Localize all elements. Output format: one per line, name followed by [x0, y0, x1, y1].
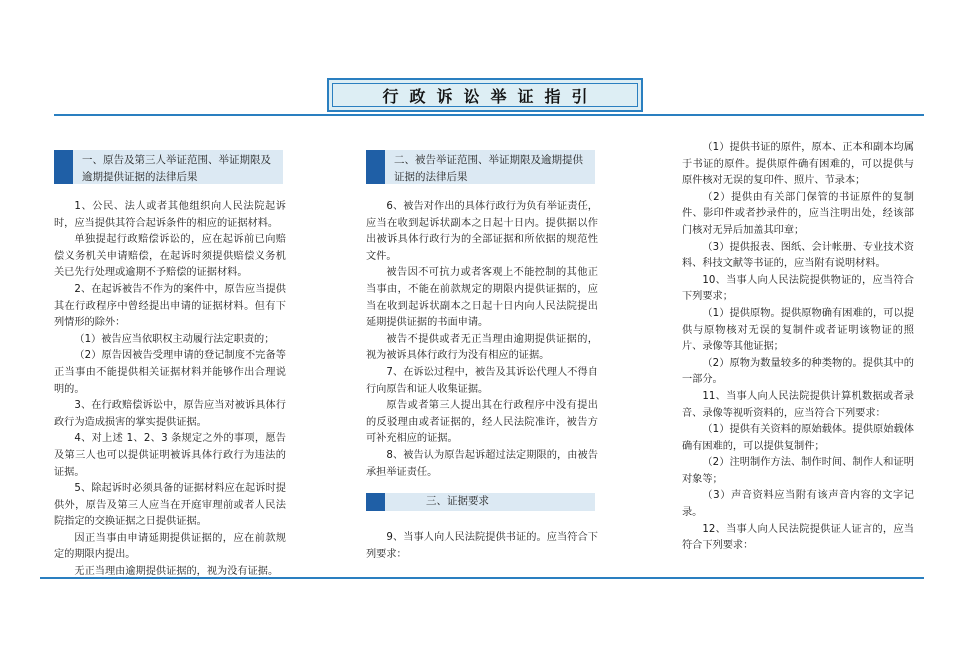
paragraph: （2）提供由有关部门保管的书证原件的复制件、影印件或者抄录件的，应当注明出处，经该部门核对无异后加盖其印章；	[682, 191, 914, 236]
section-header-1	[54, 150, 283, 184]
section-header-3	[366, 493, 595, 511]
paragraph: 6、被告对作出的具体行政行为负有举证责任，应当在收到起诉状副本之日起十日内。提供据以作出被诉具体行政行为的全部证据和所依据的规范性文件。	[366, 201, 598, 262]
paragraph: 因正当事由申请延期提供证据的，应在前款规定的期限内提出。	[54, 532, 286, 561]
column-3	[682, 140, 914, 555]
section-header-2	[366, 150, 595, 184]
paragraph: （1）提供书证的原件，原本、正本和副本均属于书证的原件。提供原件确有困难的，可以提供与原件核对无误的复印件、照片、节录本；	[682, 142, 914, 187]
paragraph: （1）提供原物。提供原物确有困难的，可以提供与原物核对无误的复制件或者证明该物证的照片、录像等其他证据；	[682, 307, 914, 353]
section-header-text: 二、被告举证范围、举证期限及逾期提供证据的法律后果	[394, 154, 583, 183]
section-header-bar	[54, 150, 73, 184]
paragraph: （3）声音资料应当附有该声音内容的文字记录。	[682, 490, 914, 519]
paragraph: 8、被告认为原告起诉超过法定期限的，由被告承担举证责任。	[366, 449, 598, 478]
page-title-box	[327, 78, 643, 112]
paragraph: 2、在起诉被告不作为的案件中，原告应当提供其在行政程序中曾经提出申请的证据材料。但有下列情形的除外：	[54, 283, 286, 329]
page-title: 行政诉讼举证指引	[382, 86, 599, 106]
section-header-text: 一、原告及第三人举证范围、举证期限及逾期提供证据的法律后果	[82, 154, 271, 183]
column-2-upper	[366, 199, 598, 481]
paragraph: （2）原物为数量较多的种类物的。提供其中的一部分。	[682, 357, 914, 386]
paragraph: 被告不提供或者无正当理由逾期提供证据的，视为被诉具体行政行为没有相应的证据。	[366, 333, 598, 362]
paragraph: （1）提供有关资料的原始载体。提供原始载体确有困难的，可以提供复制件；	[682, 424, 914, 452]
paragraph: 5、除起诉时必须具备的证据材料应在起诉时提供外，原告及第三人应当在开庭审理前或者人民法院指定的交换证据之日提供证据。	[54, 483, 286, 528]
paragraph: 1、公民、法人或者其他组织向人民法院起诉时，应当提供其符合起诉条件的相应的证据材料。	[54, 201, 286, 229]
section-header-bar	[366, 150, 385, 184]
paragraph: （3）提供报表、图纸、会计帐册、专业技术资料、科技文献等书证的，应当附有说明材料。	[682, 241, 914, 270]
paragraph: 单独提起行政赔偿诉讼的，应在起诉前已向赔偿义务机关申请赔偿，在起诉时须提供赔偿义务机关已先行处理或逾期不予赔偿的证据材料。	[54, 234, 286, 279]
paragraph: （1）被告应当依职权主动履行法定职责的；	[74, 333, 275, 345]
paragraph: 原告或者第三人提出其在行政程序中没有提出的反驳理由或者证据的，经人民法院准许，被告方可补充相应的证据。	[366, 400, 598, 445]
section-header-text: 三、证据要求	[426, 495, 489, 507]
column-1	[54, 199, 286, 581]
paragraph: 4、对上述 1、2、3 条规定之外的事项，愿告及第三人也可以提供证明被诉具体行政行为违法的证据。	[54, 433, 286, 478]
paragraph: 7、在诉讼过程中，被告及其诉讼代理人不得自行向原告和证人收集证据。	[366, 366, 598, 395]
top-divider	[54, 114, 924, 116]
paragraph: 无正当理由逾期提供证据的，视为没有证据。	[74, 566, 279, 578]
paragraph: 被告因不可抗力或者客观上不能控制的其他正当事由，不能在前款规定的期限内提供证据的，应当在收到起诉状副本之日起十日内向人民法院提出延期提供证据的书面申请。	[366, 267, 598, 329]
bottom-divider	[40, 577, 924, 579]
paragraph: 10、当事人向人民法院提供物证的，应当符合下列要求；	[682, 274, 914, 303]
paragraph: 9、当事人向人民法院提供书证的。应当符合下列要求：	[366, 532, 598, 560]
column-2-lower	[366, 530, 598, 563]
paragraph: 11、当事人向人民法院提供计算机数据或者录音、录像等视听资料的，应当符合下列要求：	[682, 390, 914, 419]
paragraph: 3、在行政赔偿诉讼中，原告应当对被诉具体行政行为造成损害的掌实提供证据。	[54, 400, 286, 428]
section-header-bar	[366, 493, 385, 511]
paragraph: （2）原告因被告受理申请的登记制度不完备等正当事由不能提供相关证据材料并能够作出合理说明的。	[54, 350, 286, 395]
paragraph: （2）注明制作方法、制作时间、制作人和证明对象等；	[682, 457, 914, 485]
paragraph: 12、当事人向人民法院提供证人证言的，应当符合下列要求：	[682, 523, 914, 552]
